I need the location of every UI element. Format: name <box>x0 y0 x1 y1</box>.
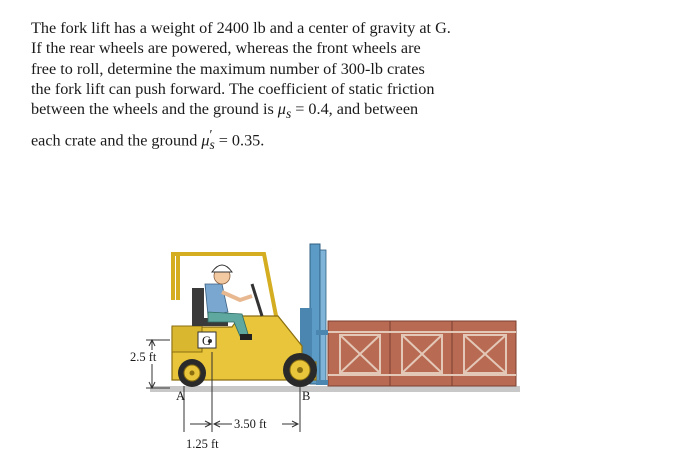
problem-line-2: If the rear wheels are powered, whereas the front wheels are <box>31 39 421 58</box>
label-A: A <box>176 389 186 403</box>
mu-symbol: μ <box>277 100 286 119</box>
problem-line-4: the fork lift can push forward. The coefficient of static friction <box>31 79 435 98</box>
problem-line-6-tail: = 0.35. <box>218 131 265 150</box>
problem-line-1: The fork lift has a weight of 2400 lb and a center of gravity at G. <box>31 19 451 37</box>
problem-line-6-text: each crate and the ground <box>31 131 198 150</box>
subscript-s: s <box>285 106 292 122</box>
problem-line-5-text: between the wheels and the ground is <box>31 100 274 119</box>
subscript-s-prime: s <box>209 137 215 153</box>
dim-125-label: 1.25 ft <box>186 437 219 451</box>
rear-wheel <box>178 359 206 387</box>
dim-350-label: 3.50 ft <box>234 417 267 431</box>
problem-line-5-tail: = 0.4, and between <box>295 100 419 119</box>
ground <box>150 386 520 392</box>
label-G: G <box>202 334 212 348</box>
label-B: B <box>302 389 311 403</box>
center-of-gravity-marker <box>198 332 216 348</box>
mu-prime-symbol: μ <box>201 131 210 150</box>
crate-stack <box>328 321 516 386</box>
problem-line-3: free to roll, determine the maximum number of 300-lb crates <box>31 59 425 78</box>
front-wheel <box>283 353 317 387</box>
prime-mark: ′ <box>209 126 213 142</box>
dim-height-label: 2.5 ft <box>130 350 157 364</box>
